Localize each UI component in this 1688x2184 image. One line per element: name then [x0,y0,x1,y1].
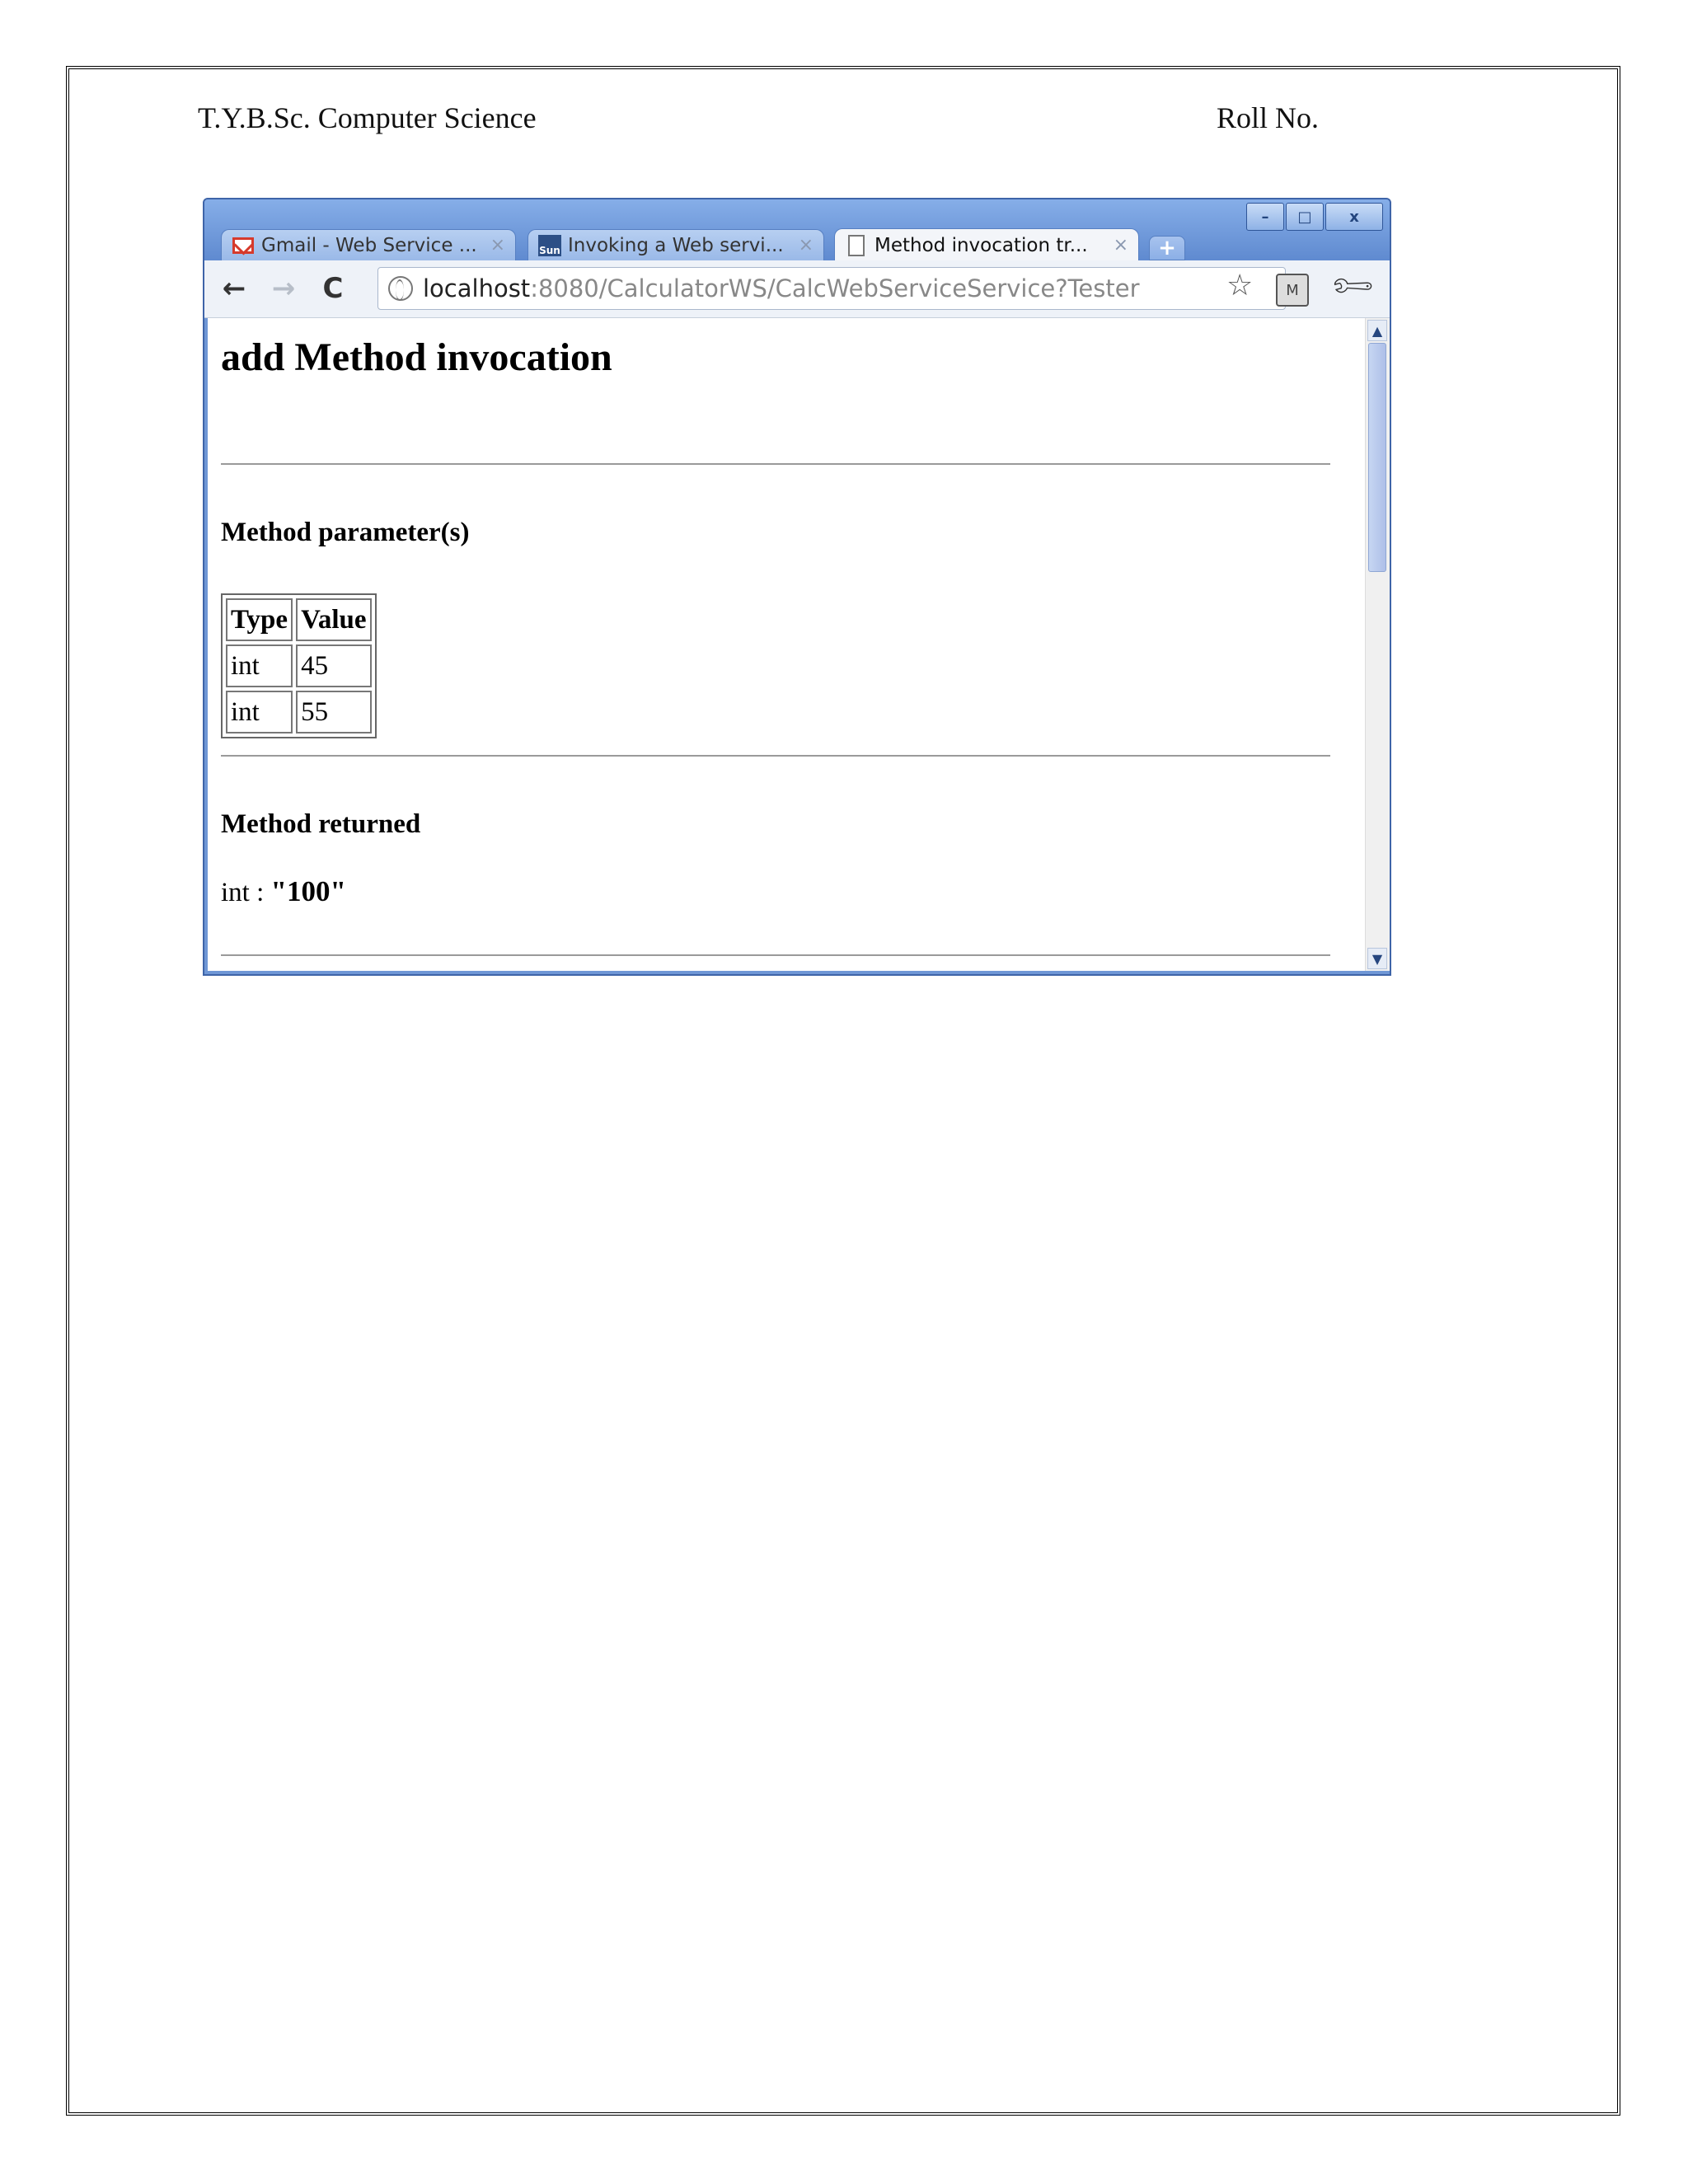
minimize-button[interactable]: – [1246,203,1284,231]
browser-window [203,198,1391,976]
tab-title: Gmail - Web Service ... [261,234,477,256]
scrollbar-thumb[interactable] [1368,343,1386,572]
extension-icon[interactable]: M [1276,274,1309,307]
returned-type: int : [221,878,271,907]
vertical-scrollbar[interactable] [1365,318,1390,971]
page-icon [845,236,868,255]
bookmark-star-icon[interactable]: ☆ [1226,269,1254,302]
params-table [221,593,377,738]
url-host: localhost [423,274,531,302]
divider [221,463,1330,465]
roll-number-label: Roll No. [1217,101,1320,134]
param-value: 45 [296,644,371,687]
param-type: int [226,644,293,687]
scroll-down-icon[interactable]: ▼ [1367,948,1387,969]
tab-title: Invoking a Web servi... [568,234,784,256]
returned-heading: Method returned [221,809,421,839]
divider [221,755,1330,757]
wrench-icon[interactable]: 🔧︎ [1327,260,1378,312]
browser-toolbar [204,260,1390,318]
maximize-button[interactable]: □ [1286,203,1324,231]
forward-button[interactable]: → [271,272,296,305]
page-viewport [208,318,1365,971]
returned-result [221,875,346,908]
column-header-type: Type [226,598,293,641]
param-value: 55 [296,691,371,733]
divider [221,954,1330,956]
close-icon[interactable]: × [1113,235,1128,255]
close-icon[interactable]: × [490,235,505,255]
sun-icon: Sun [538,236,561,255]
browser-titlebar [204,199,1390,260]
params-heading: Method parameter(s) [221,518,470,547]
close-icon[interactable]: × [798,235,814,255]
back-button[interactable]: ← [222,272,246,305]
reload-button[interactable]: C [322,272,344,305]
tab-method-invocation[interactable] [834,228,1139,261]
returned-value: "100" [270,875,346,907]
tab-gmail[interactable] [221,229,516,260]
gmail-icon [232,236,255,255]
new-tab-button[interactable]: + [1149,236,1185,260]
table-row [226,691,372,733]
window-controls [1245,203,1383,231]
globe-icon [388,276,413,301]
url-path: :8080/CalculatorWS/CalcWebServiceService?Tester [530,274,1140,302]
address-bar[interactable] [377,267,1286,310]
table-row [226,644,372,687]
tab-title: Method invocation tr... [874,234,1088,256]
column-header-value: Value [296,598,371,641]
table-header-row [226,598,372,641]
scroll-up-icon[interactable]: ▲ [1367,320,1387,341]
course-header: T.Y.B.Sc. Computer Science [198,101,537,134]
param-type: int [226,691,293,733]
page-title: add Method invocation [221,335,612,379]
close-window-button[interactable]: x [1325,203,1383,231]
tab-invoking-web-service[interactable] [528,229,824,260]
